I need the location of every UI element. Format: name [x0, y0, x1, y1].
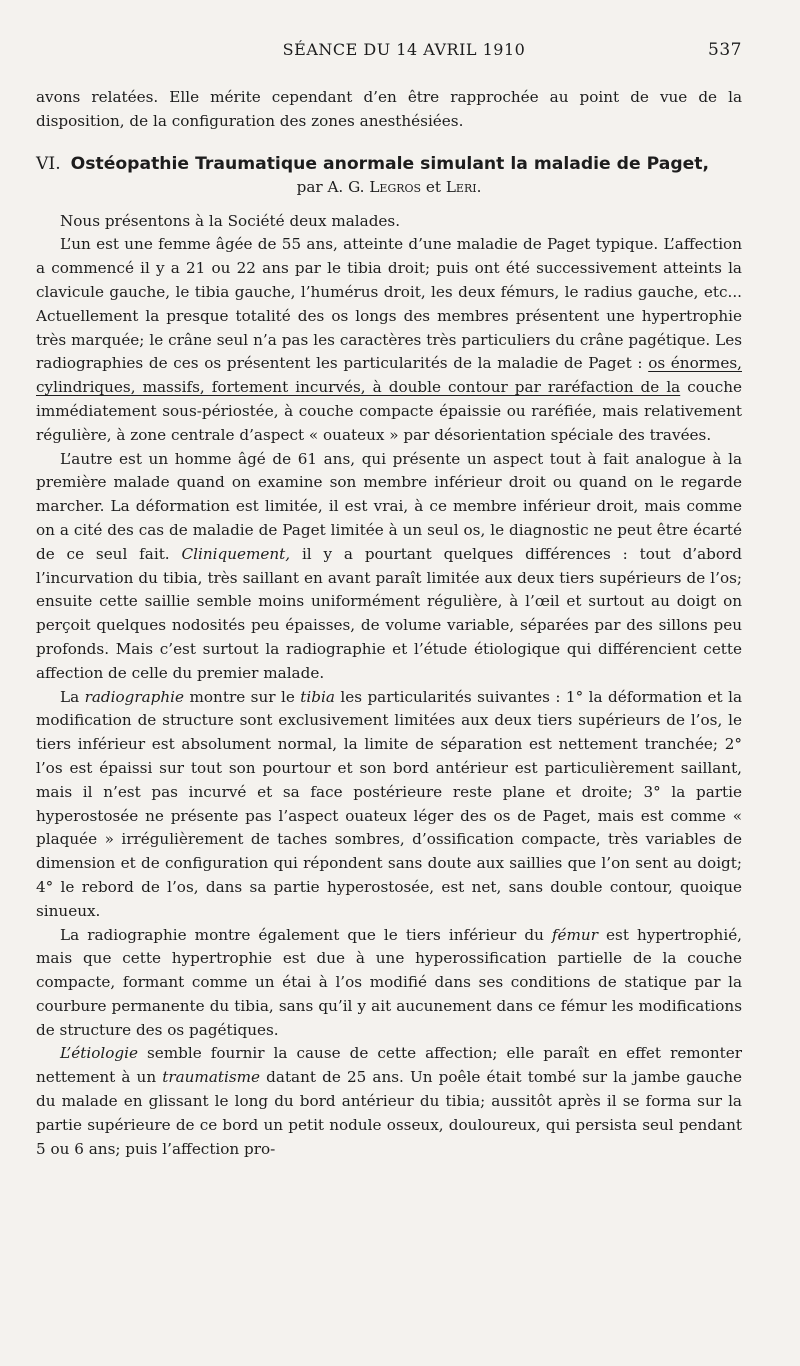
paragraph-intro: avons relatées. Elle mérite cependant d’en être rapprochée au point de vue de la disposition, de la configuration des zones anesthésiées. [36, 88, 742, 130]
running-header [36, 40, 742, 70]
paragraph-6-text-b: datant de 25 ans. Un poêle était tombé sur la jambe gauche du malade en glissant le long du bord antérieur du tibia; aussitôt après il se forma sur la partie supérieure de ce bord un petit nodule osseux, douloureux, qui persista seul pendant 5 ou 6 ans; puis l’affection pro- [36, 1068, 743, 1158]
paragraph-5 [36, 924, 742, 1043]
paragraph-2-text-a: L’un est une femme âgée de 55 ans, atteinte d’une maladie de Paget typique. L’affection a commencé il y a 21 ou 22 ans par le tibia droit; puis ont été successivement atteints la clavicule gauche, le tibia gauche, l’humérus droit, les deux fémurs, le radius gauche, etc... Actuellement la presque totalité des os longs des membres présentent une hypertrophie très marquée; le crâne seul n’a pas les caractères très particuliers du crâne pagétique. Les radiographies de ces os présentent les particularités de la maladie de Paget : [36, 235, 742, 373]
paragraph-5-text-b: est hypertrophié, mais que cette hypertrophie est due à une hyperossification partielle de la couche compacte, formant comme un étai à l’os modifié dans ses conditions de statique par la courbure permanente du tibia, sans qu’il y ait aucunement dans ce fémur les modifications de structure des os pagétiques. [36, 925, 743, 1039]
document-page [36, 40, 742, 1161]
paragraph-2-underlined: os énormes, cylindriques, massifs, fortement incurvés, à double contour par raréfaction de la [36, 354, 742, 397]
paragraph-3-italic: Cliniquement, [181, 544, 291, 563]
paragraph-6-italic-1: L’étiologie [60, 1044, 138, 1063]
authors-and: et [425, 177, 441, 196]
article-body [36, 210, 742, 1162]
paragraph-4-italic-2: tibia [300, 687, 335, 706]
paragraph-6-italic-2: traumatisme [162, 1068, 261, 1087]
section-title [36, 152, 742, 176]
section-title-text: Ostéopathie Traumatique anormale simulant la maladie de Paget, [70, 153, 710, 174]
page-number: 537 [708, 40, 742, 60]
paragraph-5-text-a: La radiographie montre également que le tiers inférieur du [60, 925, 544, 944]
section-number: VI. [36, 153, 61, 174]
paragraph-3 [36, 448, 742, 686]
paragraph-1: Nous présentons à la Société deux malades. [60, 211, 401, 230]
paragraph-6-text-a: semble fournir la cause de cette affection; elle paraît en effet remonter nettement à un [36, 1044, 742, 1087]
section-authors [36, 176, 742, 198]
paragraph-2 [36, 233, 742, 447]
paragraph-4-text: les particularités suivantes : 1° la déformation et la modification de structure sont exclusivement limitées aux deux tiers supérieurs de l’os, le tiers inférieur est absolument normal, la limite de séparation est nettement tranchée; 2° l’os est épaissi sur tout son pourtour et son bord antérieur est particulièrement saillant, mais il n’est pas incurvé et sa face postérieure reste plane et droite; 3° la partie hyperostosée ne présente pas l’aspect ouateux léger des os de Paget, mais est comme « plaquée » irrégulièrement de taches sombres, d’ossification compacte, très variables de dimension et de configuration qui répondent sans doute aux saillies que l’on sent au doigt; 4° le rebord de l’os, dans sa partie hyperostosée, est net, sans double contour, quoique sinueux. [36, 687, 743, 920]
author-legros: Legros [369, 177, 422, 196]
paragraph-5-italic: fémur [551, 925, 598, 944]
paragraph-4-italic-1: radiographie [84, 687, 185, 706]
paragraph-4-lead: La [60, 687, 80, 706]
author-leri: Leri. [445, 177, 482, 196]
paragraph-4 [36, 686, 742, 924]
header-title: SÉANCE DU 14 AVRIL 1910 [282, 40, 526, 59]
paragraph-2-text-b: couche immédiatement sous-périostée, à couche compacte épaissie ou raréfiée, mais relativement régulière, à zone centrale d’aspect « ouateux » par désorientation spéciale des travées. [36, 378, 743, 444]
paragraph-3-text-a: L’autre est un homme âgé de 61 ans, qui présente un aspect tout à fait analogue à la première malade quand on examine son membre inférieur droit ou quand on le regarde marcher. La déformation est limitée, il est vrai, à ce membre inférieur droit, mais comme on a cité des cas de maladie de Paget limitée à un seul os, le diagnostic ne peut être écarté de ce seul fait. [36, 449, 742, 563]
authors-by: par A. G. [296, 177, 365, 196]
paragraph-4-mid: montre sur le [189, 687, 295, 706]
section-heading [36, 152, 742, 198]
paragraph-6 [36, 1042, 742, 1161]
paragraph-3-text-b: il y a pourtant quelques différences : tout d’abord l’incurvation du tibia, très saillant en avant paraît limitée aux deux tiers supérieurs de l’os; ensuite cette saillie semble moins uniformément régulière, à l’œil et surtout au doigt on perçoit quelques nodosités peu épaisses, de volume variable, séparées par des sillons peu profonds. Mais c’est surtout la radiographie et l’étude étiologique qui différencient cette affection de celle du premier malade. [36, 544, 743, 682]
